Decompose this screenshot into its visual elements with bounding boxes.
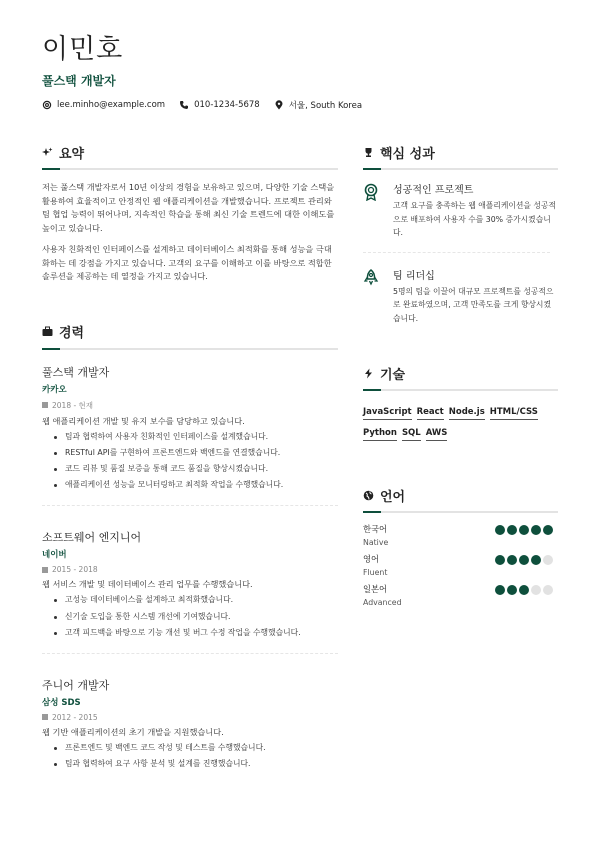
rocket-icon: [363, 269, 379, 287]
rating-dot: [495, 585, 505, 595]
language-level: Fluent: [363, 568, 388, 577]
achievement-desc: 고객 요구를 충족하는 웹 애플리케이션을 성공적으로 배포하여 사용자 수를 30% 증가시켰습니다.: [393, 201, 557, 237]
achievement-item: [363, 181, 558, 240]
achievement-title: 성공적인 프로젝트: [393, 185, 474, 196]
language-name: 영어: [363, 554, 380, 564]
skills-list: [363, 407, 558, 441]
job-entry: [42, 364, 338, 494]
job-bullet: 코드 리뷰 및 품질 보증을 통해 코드 품질을 향상시켰습니다.: [54, 461, 338, 477]
rating-dot: [507, 585, 517, 595]
calendar-icon: [42, 402, 48, 408]
rating-dot: [531, 585, 541, 595]
achievements-title: 핵심 성과: [380, 146, 435, 162]
section-divider: [363, 168, 558, 170]
contact-phone[interactable]: [179, 100, 260, 110]
job-entry: [42, 529, 338, 641]
calendar-icon: [42, 567, 48, 573]
left-column: [42, 142, 338, 772]
summary-section: [42, 142, 338, 284]
rating-dot: [519, 585, 529, 595]
job-date-text: 2012 - 2015: [52, 712, 98, 722]
language-level: Native: [363, 538, 389, 547]
skill-tag: JavaScript: [363, 407, 412, 420]
person-name: 이민호: [42, 34, 124, 65]
job-bullet: 고성능 데이터베이스를 설계하고 최적화했습니다.: [54, 592, 338, 608]
job-bullet: 고객 피드백을 바탕으로 기능 개선 및 버그 수정 작업을 수행했습니다.: [54, 625, 338, 641]
section-divider: [363, 511, 558, 513]
at-icon: [42, 100, 52, 110]
job-title: 풀스택 개발자: [42, 365, 110, 379]
job-title: 소프트웨어 엔지니어: [42, 531, 142, 545]
languages-heading: [363, 485, 558, 505]
achievement-desc: 5명의 팀을 이끌어 대규모 프로젝트를 성공적으로 완료하였으며, 고객 만족도를 크게 향상시켰습니다.: [393, 286, 554, 323]
job-bullet: 신기술 도입을 통한 시스템 개선에 기여했습니다.: [54, 609, 338, 625]
experience-title: 경력: [59, 326, 85, 341]
language-item: [363, 523, 553, 547]
trophy-icon: [363, 147, 374, 158]
skill-tag: AWS: [426, 428, 448, 441]
skills-section: [363, 363, 558, 441]
job-role: 풀스택 개발자: [42, 74, 116, 88]
job-entry: [42, 677, 338, 772]
rating-dot: [507, 555, 517, 565]
job-bullet: 팀과 협력하여 사용자 친화적인 인터페이스를 설계했습니다.: [54, 429, 338, 445]
map-pin-icon: [274, 100, 284, 110]
right-column: [363, 142, 558, 607]
globe-icon: [363, 490, 374, 501]
job-description: 웹 기반 애플리케이션의 초기 개발을 지원했습니다.: [42, 726, 224, 737]
experience-section: [42, 322, 338, 773]
contact-email[interactable]: [42, 100, 165, 110]
section-divider: [363, 389, 558, 391]
rating-dot: [531, 525, 541, 535]
job-divider: [42, 653, 338, 654]
job-date: [42, 400, 338, 411]
job-bullet: 팀과 협력하여 요구 사항 분석 및 설계를 진행했습니다.: [54, 756, 338, 772]
summary-paragraph: 사용자 친화적인 인터페이스를 설계하고 데이터베이스 최적화를 통해 성능을 극대화하는 데 강점을 가지고 있습니다. 고객의 요구를 이해하고 이를 바탕으로 적합한 솔루션을 제공하는 데 열정을 가지고 있습니다.: [42, 244, 332, 281]
job-bullet: 프론트엔드 및 백엔드 코드 작성 및 테스트를 수행했습니다.: [54, 740, 338, 756]
calendar-icon: [42, 714, 48, 720]
job-bullet: RESTful API를 구현하여 프론트엔드와 백엔드를 연결했습니다.: [54, 445, 338, 461]
skills-heading: [363, 363, 558, 383]
language-name: 한국어: [363, 524, 388, 534]
skill-tag: SQL: [402, 428, 421, 441]
rating-dot: [495, 525, 505, 535]
languages-list: [363, 523, 558, 607]
achievements-heading: [363, 142, 558, 162]
job-description: 웹 애플리케이션 개발 및 유지 보수를 담당하고 있습니다.: [42, 415, 245, 426]
skills-title: 기술: [380, 367, 406, 383]
skill-tag: Node.js: [449, 407, 485, 420]
section-divider: [42, 168, 338, 170]
rating-dot: [531, 555, 541, 565]
briefcase-icon: [42, 326, 53, 337]
contact-location: [274, 99, 362, 111]
job-company: 삼성 SDS: [42, 697, 81, 708]
job-bullet: 애플리케이션 성능을 모니터링하고 최적화 작업을 수행했습니다.: [54, 477, 338, 493]
achievement-item: [363, 267, 558, 326]
job-bullets: [42, 592, 338, 641]
language-name: 일본어: [363, 584, 388, 594]
rating-dot: [519, 525, 529, 535]
language-rating: [495, 525, 553, 547]
skill-tag: React: [417, 407, 444, 420]
summary-paragraph: 저는 풀스택 개발자로서 10년 이상의 경험을 보유하고 있으며, 다양한 기술 스택을 활용하여 효율적이고 안정적인 웹 애플리케이션을 개발했습니다. 프로젝트 관리와 팀 협업 능력이 뛰어나며, 지속적인 학습을 통해 최신 기술 트렌드에 대한 이해도를 높이고 있습니다.: [42, 182, 335, 233]
language-rating: [495, 585, 553, 607]
achievement-title: 팀 리더십: [393, 270, 435, 282]
phone-text: 010-1234-5678: [194, 100, 260, 110]
job-date: [42, 565, 338, 574]
job-bullets: [42, 429, 338, 494]
resume-header: [42, 32, 562, 111]
phone-icon: [179, 100, 189, 110]
rating-dot: [543, 525, 553, 535]
job-bullets: [42, 740, 338, 772]
summary-title: 요약: [59, 146, 85, 162]
contact-row: [42, 99, 562, 111]
job-date-text: 2018 - 현재: [52, 400, 94, 410]
skill-tag: HTML/CSS: [490, 407, 538, 420]
job-date: [42, 713, 338, 722]
job-company: 네이버: [42, 550, 67, 561]
email-text: lee.minho@example.com: [57, 100, 166, 110]
rating-dot: [495, 555, 505, 565]
language-item: [363, 583, 553, 607]
job-company: 카카오: [42, 384, 67, 395]
section-divider: [42, 348, 338, 350]
rating-dot: [543, 585, 553, 595]
location-text: 서울, South Korea: [288, 101, 363, 111]
rating-dot: [507, 525, 517, 535]
job-divider: [42, 505, 338, 506]
rating-dot: [543, 555, 553, 565]
job-date-text: 2015 - 2018: [52, 565, 98, 575]
language-level: Advanced: [363, 598, 402, 607]
job-description: 웹 서비스 개발 및 데이터베이스 관리 업무를 수행했습니다.: [42, 579, 253, 590]
achievements-section: [363, 142, 558, 325]
rating-dot: [519, 555, 529, 565]
experience-heading: [42, 322, 338, 342]
summary-heading: [42, 142, 338, 162]
award-icon: [363, 183, 379, 201]
languages-section: [363, 485, 558, 607]
job-title: 주니어 개발자: [42, 678, 110, 692]
language-rating: [495, 555, 553, 577]
bolt-icon: [363, 368, 374, 379]
skill-tag: Python: [363, 428, 397, 441]
languages-title: 언어: [380, 489, 406, 505]
sparkle-icon: [42, 147, 53, 158]
achievement-divider: [363, 252, 550, 253]
language-item: [363, 553, 553, 577]
